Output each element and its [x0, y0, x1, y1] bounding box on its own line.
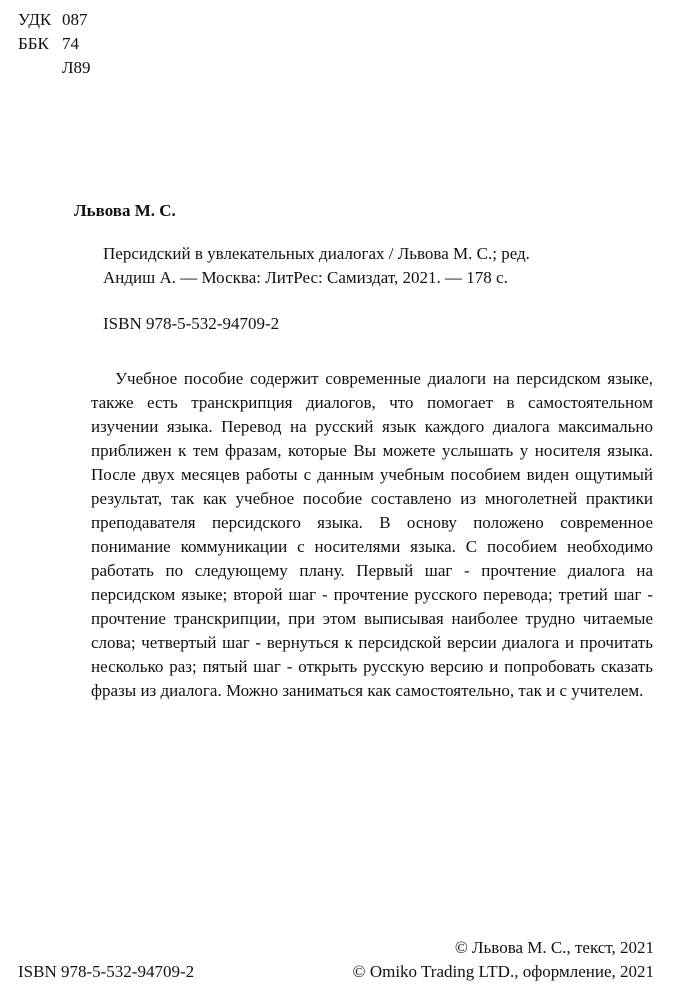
bibliographic-line-1: Персидский в увлекательных диалогах / Львова М. С.; ред. — [103, 244, 530, 263]
copyright-design: © Omiko Trading LTD., оформление, 2021 — [352, 962, 654, 981]
udk-label: УДК — [18, 10, 52, 29]
footer-isbn: ISBN 978-5-532-94709-2 — [18, 962, 195, 981]
bbk-value: 74 — [62, 34, 79, 53]
annotation-paragraph: Учебное пособие содержит современные диалоги на персидском языке, также есть транскрипция диалогов, что помогает в самостоятельном изучении языка. Перевод на русский язык каждого диалога максимально приближен к тем фразам, которые Вы можете услышать у носителя языка. После двух месяцев работы с данным учебным пособием виден ощутимый результат, так как учебное пособие составлено из многолетней практики преподавателя персидского языка. В основу положено современное понимание коммуникации с носителями языка. С пособием необходимо работать по следующему плану. Первый шаг - прочтение диалога на персидском языке; второй шаг - прочтение русского перевода; третий шаг - прочтение транскрипции, при этом выписывая наиболее трудно читаемые слова; четвертый шаг - вернуться к персидской версии диалога и прочитать несколько раз; пятый шаг - открыть русскую версию и попробовать сказать фразы из диалога. Можно заниматься как самостоятельно, так и с учителем. — [91, 369, 653, 700]
bbk-label: ББК — [18, 34, 49, 53]
author-heading: Львова М. С. — [74, 201, 176, 220]
bibliographic-isbn: ISBN 978-5-532-94709-2 — [103, 314, 280, 333]
bibliographic-line-2: Андиш А. — Москва: ЛитРес: Самиздат, 2021. — 178 с. — [103, 268, 508, 287]
author-mark-value: Л89 — [62, 58, 91, 77]
copyright-text: © Львова М. С., текст, 2021 — [454, 938, 654, 957]
udk-value: 087 — [62, 10, 88, 29]
